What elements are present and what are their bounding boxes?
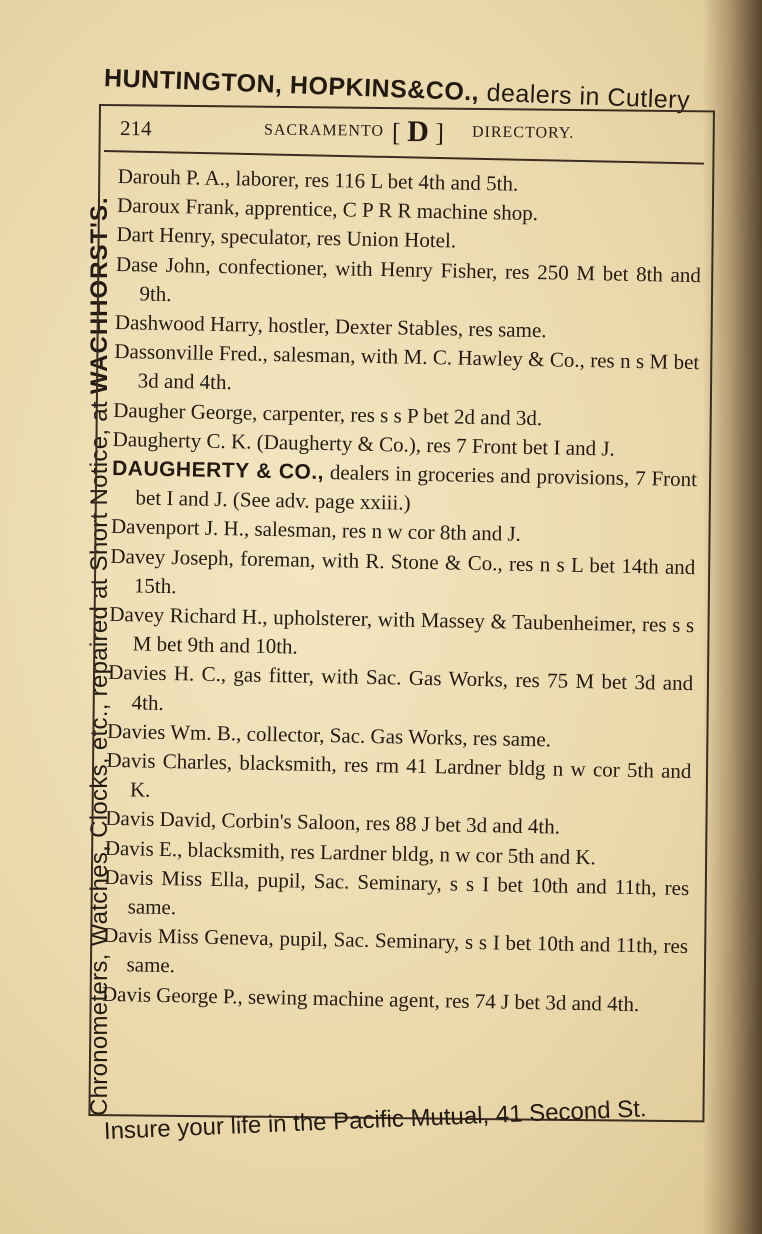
entry-text: Davenport J. H., salesman, res n w cor 8th and J. <box>110 514 522 547</box>
directory-entry <box>114 337 700 407</box>
side-ad-name: WACHHORST'S. <box>86 196 113 395</box>
header-letter: D <box>407 115 430 149</box>
entry-text: Dase John, confectioner, with Henry Fisher, res 250 M bet 8th and 9th. <box>115 251 702 306</box>
entry-text: Davies Wm. B., collector, Sac. Gas Works, res same. <box>106 718 552 752</box>
entry-text: Daugher George, carpenter, res s s P bet 2d and 3d. <box>113 397 543 430</box>
entry-text: Davis David, Corbin's Saloon, res 88 J bet 3d and 4th. <box>105 806 561 840</box>
top-ad-tail: dealers in Cutlery <box>478 78 691 115</box>
bracket-close: ] <box>435 118 445 148</box>
directory-entries <box>102 162 703 1020</box>
entry-text: Davis Miss Geneva, pupil, Sac. Seminary, s s I bet 10th and 11th, res same. <box>102 923 689 978</box>
top-ad-company: HUNTINGTON, HOPKINS&CO., <box>103 64 480 107</box>
header-city: SACRAMENTO <box>263 121 385 140</box>
entry-text: dealers in groceries and provisions, 7 Front bet I and J. (See adv. page xxiii.) <box>135 460 698 515</box>
side-ad-text: Chronometers, Watches, Clocks, etc., repaired at Short Notice, at <box>86 394 113 1116</box>
entry-text: Davey Joseph, foreman, with R. Stone & Co., res n s L bet 14th and 15th. <box>110 543 696 599</box>
entry-text: Dashwood Harry, hostler, Dexter Stables, res same. <box>114 309 547 343</box>
entry-text: Daugherty C. K. (Daugherty & Co.), res 7 Front bet I and J. <box>112 426 615 461</box>
entry-text: Dassonville Fred., salesman, with M. C. Hawley & Co., res n s M bet 3d and 4th. <box>114 339 700 395</box>
bottom-ad-text: Insure your life in the Pacific Mutual, 41 Second St. <box>103 1095 648 1145</box>
running-header <box>120 116 680 152</box>
header-letter-group <box>392 115 444 150</box>
entry-text: Davis E., blacksmith, res Lardner bldg, n w cor 5th and K. <box>104 835 597 869</box>
entry-text: Davis Charles, blacksmith, res rm 41 Lardner bldg n w cor 5th and K. <box>106 747 692 803</box>
entry-text: Davies H. C., gas fitter, with Sac. Gas Works, res 75 M bet 3d and 4th. <box>107 660 694 715</box>
bracket-open: [ <box>391 117 401 147</box>
entry-text: Daroux Frank, apprentice, C P R R machine shop. <box>116 193 539 226</box>
entry-text: Davey Richard H., upholsterer, with Massey & Taubenheimer, res s s M bet 9th and 10th. <box>109 601 695 659</box>
header-title: DIRECTORY. <box>471 123 575 142</box>
entry-text: Davis Miss Ella, pupil, Sac. Seminary, s s I bet 10th and 11th, res same. <box>104 864 690 920</box>
entry-text: Darouh P. A., laborer, res 116 L bet 4th and 5th. <box>117 163 519 196</box>
entry-text: Dart Henry, speculator, res Union Hotel. <box>116 222 457 253</box>
page-number: 214 <box>119 116 152 141</box>
entry-business-name: DAUGHERTY & CO., <box>111 456 325 485</box>
entry-text: Davis George P., sewing machine agent, res 74 J bet 3d and 4th. <box>101 981 640 1016</box>
